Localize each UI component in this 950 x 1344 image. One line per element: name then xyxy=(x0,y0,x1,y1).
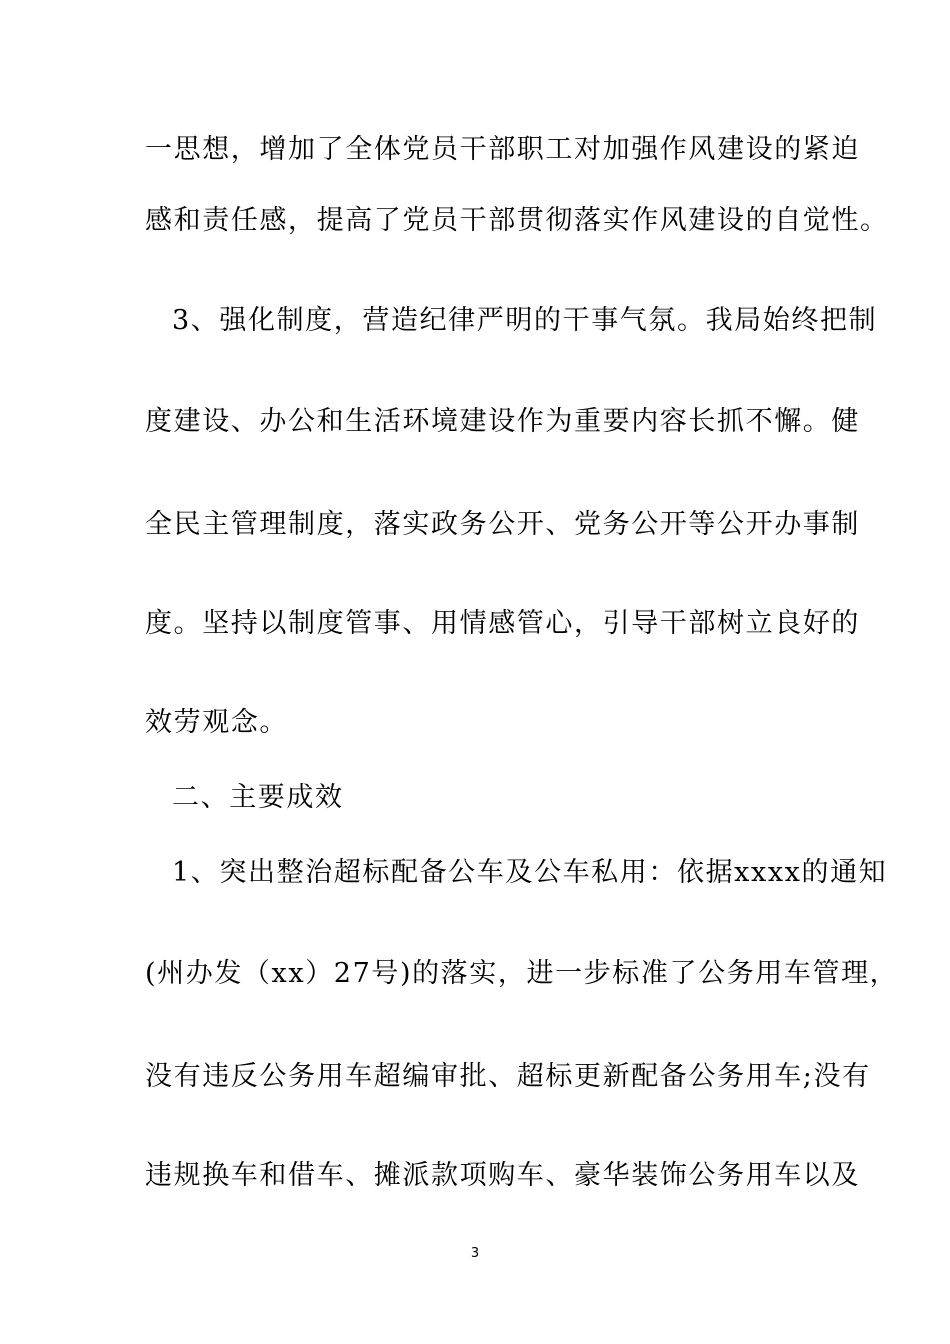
text-line-10: (州办发（xx）27号)的落实，进一步标准了公务用车管理， xyxy=(145,958,899,989)
text-line-1: 一思想，增加了全体党员干部职工对加强作风建设的紧迫 xyxy=(145,134,860,165)
text-line-12: 违规换车和借车、摊派款项购车、豪华装饰公务用车以及 xyxy=(145,1160,860,1191)
page-number: 3 xyxy=(470,1246,480,1261)
text-line-5: 全民主管理制度，落实政务公开、党务公开等公开办事制 xyxy=(145,509,860,540)
text-line-4: 度建设、办公和生活环境建设作为重要内容长抓不懈。健 xyxy=(145,406,860,437)
text-line-11: 没有违反公务用车超编审批、超标更新配备公务用车;没有 xyxy=(145,1061,871,1092)
section-heading: 二、主要成效 xyxy=(172,782,344,813)
text-line-3: 3、强化制度，营造纪律严明的干事气氛。我局始终把制 xyxy=(172,305,878,336)
text-line-7: 效劳观念。 xyxy=(145,707,288,738)
text-line-2: 感和责任感，提高了党员干部贯彻落实作风建设的自觉性。 xyxy=(145,205,889,236)
text-line-9: 1、突出整治超标配备公车及公车私用：依据xxxx的通知 xyxy=(172,857,888,888)
text-line-6: 度。坚持以制度管事、用情感管心，引导干部树立良好的 xyxy=(145,608,860,639)
